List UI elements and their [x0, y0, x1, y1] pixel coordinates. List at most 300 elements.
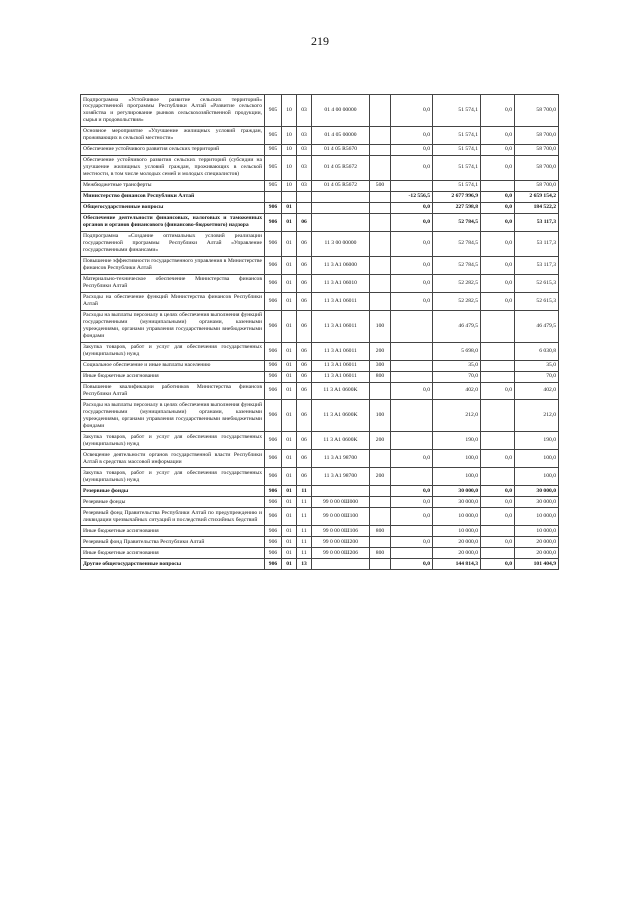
row-expense-type: 300: [370, 360, 391, 371]
row-subsection-code: 06: [297, 400, 312, 432]
table-row: [81, 400, 559, 432]
row-value-amount-next: 100,0: [515, 468, 559, 486]
row-target-article: 11 3 A1 0600K: [312, 382, 370, 400]
row-value-change-next: [481, 180, 515, 191]
row-department-code: 906: [265, 400, 282, 432]
row-value-amount-next: 58 700,0: [515, 144, 559, 155]
row-description: Иные бюджетные ассигнования: [81, 526, 265, 537]
row-subsection-code: 06: [297, 432, 312, 450]
row-section-code: 01: [282, 382, 297, 400]
table-row: [81, 360, 559, 371]
row-target-article: 01 4 00 00000: [312, 95, 370, 127]
row-target-article: 11 3 A1 06011: [312, 292, 370, 310]
row-value-change-next: 0,0: [481, 126, 515, 144]
row-value-change: 0,0: [391, 202, 433, 213]
row-description: Иные бюджетные ассигнования: [81, 548, 265, 559]
row-expense-type: 100: [370, 310, 391, 342]
row-value-amount: 52 784,5: [433, 213, 481, 231]
row-subsection-code: 11: [297, 548, 312, 559]
row-department-code: 906: [265, 213, 282, 231]
row-subsection-code: 03: [297, 180, 312, 191]
row-value-amount: 2 677 996,9: [433, 191, 481, 202]
row-target-article: 11 3 A1 06011: [312, 360, 370, 371]
budget-table: [80, 94, 559, 570]
row-value-amount-next: 53 117,3: [515, 213, 559, 231]
table-row: [81, 191, 559, 202]
row-value-amount: 20 000,0: [433, 537, 481, 548]
row-value-amount: 52 784,5: [433, 231, 481, 256]
row-value-amount: 52 784,5: [433, 256, 481, 274]
row-value-change-next: 0,0: [481, 559, 515, 570]
row-value-change-next: 0,0: [481, 95, 515, 127]
row-value-amount: 30 000,0: [433, 486, 481, 497]
table-row: [81, 95, 559, 127]
row-target-article: 01 4 05 R5670: [312, 144, 370, 155]
row-department-code: 906: [265, 486, 282, 497]
row-expense-type: [370, 559, 391, 570]
row-expense-type: [370, 537, 391, 548]
row-description: Иные бюджетные ассигнования: [81, 371, 265, 382]
row-department-code: 905: [265, 180, 282, 191]
row-value-amount-next: 20 000,0: [515, 548, 559, 559]
row-subsection-code: 13: [297, 559, 312, 570]
row-value-amount: 46 479,5: [433, 310, 481, 342]
row-value-amount-next: 100,0: [515, 450, 559, 468]
row-expense-type: 200: [370, 342, 391, 360]
row-value-amount-next: 70,0: [515, 371, 559, 382]
row-expense-type: [370, 382, 391, 400]
row-subsection-code: 06: [297, 231, 312, 256]
row-expense-type: [370, 191, 391, 202]
row-subsection-code: 06: [297, 342, 312, 360]
row-expense-type: 800: [370, 371, 391, 382]
row-value-change: 0,0: [391, 450, 433, 468]
row-value-change: 0,0: [391, 497, 433, 508]
row-department-code: 906: [265, 292, 282, 310]
row-value-change: 0,0: [391, 274, 433, 292]
row-value-amount-next: 58 700,0: [515, 126, 559, 144]
page-number: 219: [311, 34, 329, 48]
table-row: [81, 292, 559, 310]
row-section-code: 01: [282, 432, 297, 450]
row-value-amount-next: 2 659 154,2: [515, 191, 559, 202]
row-target-article: 01 4 05 R5672: [312, 180, 370, 191]
row-section-code: 01: [282, 508, 297, 526]
row-value-amount-next: 30 000,0: [515, 497, 559, 508]
row-department-code: 906: [265, 497, 282, 508]
row-value-change-next: 0,0: [481, 537, 515, 548]
row-value-amount: 100,0: [433, 450, 481, 468]
row-value-change: [391, 180, 433, 191]
row-section-code: 01: [282, 231, 297, 256]
row-description: Министерство финансов Республики Алтай: [81, 191, 265, 202]
row-description: Обеспечение устойчивого развития сельских территорий: [81, 144, 265, 155]
row-department-code: 906: [265, 274, 282, 292]
row-value-amount: 144 814,3: [433, 559, 481, 570]
row-department-code: 906: [265, 432, 282, 450]
row-value-amount-next: 184 522,2: [515, 202, 559, 213]
row-value-change-next: [481, 371, 515, 382]
row-department-code: 906: [265, 231, 282, 256]
row-value-change: [391, 526, 433, 537]
row-expense-type: [370, 497, 391, 508]
row-value-amount-next: 52 615,3: [515, 274, 559, 292]
table-row: [81, 497, 559, 508]
row-description: Расходы на обеспечение функций Министерства финансов Республики Алтай: [81, 292, 265, 310]
row-section-code: 10: [282, 126, 297, 144]
row-expense-type: [370, 256, 391, 274]
row-value-change: [391, 548, 433, 559]
table-row: [81, 548, 559, 559]
row-department-code: 906: [265, 537, 282, 548]
row-value-amount-next: 10 000,0: [515, 508, 559, 526]
row-value-change: 0,0: [391, 486, 433, 497]
row-section-code: 01: [282, 537, 297, 548]
row-value-amount: 5 698,0: [433, 342, 481, 360]
table-row: [81, 526, 559, 537]
row-department-code: 906: [265, 342, 282, 360]
row-value-amount: 100,0: [433, 468, 481, 486]
row-section-code: 01: [282, 497, 297, 508]
table-row: [81, 126, 559, 144]
row-expense-type: [370, 95, 391, 127]
row-subsection-code: 03: [297, 126, 312, 144]
row-target-article: 11 3 A1 06011: [312, 371, 370, 382]
row-target-article: 01 4 05 00000: [312, 126, 370, 144]
row-target-article: [312, 486, 370, 497]
row-value-amount: 212,0: [433, 400, 481, 432]
row-expense-type: 800: [370, 526, 391, 537]
row-value-amount-next: 212,0: [515, 400, 559, 432]
row-target-article: 01 4 05 R5672: [312, 155, 370, 180]
table-row: [81, 371, 559, 382]
row-department-code: 906: [265, 559, 282, 570]
table-row: [81, 559, 559, 570]
row-value-change: 0,0: [391, 382, 433, 400]
row-value-amount: 52 282,5: [433, 292, 481, 310]
row-subsection-code: 06: [297, 274, 312, 292]
row-value-change-next: 0,0: [481, 191, 515, 202]
row-expense-type: [370, 144, 391, 155]
row-value-change: [391, 342, 433, 360]
row-description: Обеспечение устойчивого развития сельских территорий (субсидии на улучшение жилищных условий граждан, проживающих в сельской местности, в том числе молодых семей и молодых специалистов): [81, 155, 265, 180]
row-value-amount-next: 6 030,8: [515, 342, 559, 360]
row-description: Подпрограмма «Создание оптимальных условий реализации государственной программы Республики Алтай «Управление государственными финансами»: [81, 231, 265, 256]
row-department-code: 905: [265, 144, 282, 155]
row-value-amount: 20 000,0: [433, 548, 481, 559]
row-value-change-next: 0,0: [481, 274, 515, 292]
row-section-code: [282, 191, 297, 202]
row-description: Межбюджетные трансферты: [81, 180, 265, 191]
row-subsection-code: [297, 191, 312, 202]
row-department-code: 905: [265, 126, 282, 144]
row-expense-type: [370, 486, 391, 497]
row-value-change-next: [481, 310, 515, 342]
row-target-article: 11 3 A1 06011: [312, 310, 370, 342]
row-section-code: 01: [282, 310, 297, 342]
row-expense-type: [370, 126, 391, 144]
row-value-amount: 30 000,0: [433, 497, 481, 508]
row-target-article: [312, 213, 370, 231]
row-description: Расходы на выплаты персоналу в целях обеспечения выполнения функций государственными (муниципальными) органами, казенными учреждениями, органами управления государственными внебюджетными фондами: [81, 310, 265, 342]
row-value-amount: 70,0: [433, 371, 481, 382]
row-value-change-next: [481, 432, 515, 450]
row-description: Расходы на выплаты персоналу в целях обеспечения выполнения функций государственными (муниципальными) органами, казенными учреждениями, органами управления государственными внебюджетными фондами: [81, 400, 265, 432]
row-subsection-code: 03: [297, 144, 312, 155]
row-description: Закупка товаров, работ и услуг для обеспечения государственных (муниципальных) нужд: [81, 432, 265, 450]
row-expense-type: 500: [370, 180, 391, 191]
row-value-amount-next: 53 117,3: [515, 256, 559, 274]
row-target-article: 11 3 00 00000: [312, 231, 370, 256]
row-target-article: 11 3 A1 98700: [312, 450, 370, 468]
row-department-code: 906: [265, 371, 282, 382]
row-subsection-code: 06: [297, 382, 312, 400]
row-target-article: 11 3 A1 06000: [312, 256, 370, 274]
row-value-change-next: [481, 548, 515, 559]
row-description: Общегосударственные вопросы: [81, 202, 265, 213]
row-description: Подпрограмма «Устойчивое развитие сельских территорий» государственной программы Республики Алтай «Развитие сельского хозяйства и регулирование рынков сельскохозяйственной продукции, сырья и продовольствия»: [81, 95, 265, 127]
row-subsection-code: 06: [297, 292, 312, 310]
table-row: [81, 310, 559, 342]
row-target-article: 99 0 00 0Ш106: [312, 526, 370, 537]
row-value-change-next: 0,0: [481, 508, 515, 526]
row-description: Закупка товаров, работ и услуг для обеспечения государственных (муниципальных) нужд: [81, 468, 265, 486]
row-section-code: 01: [282, 274, 297, 292]
row-department-code: 906: [265, 382, 282, 400]
row-value-change-next: [481, 468, 515, 486]
table-row: [81, 202, 559, 213]
table-row: [81, 486, 559, 497]
row-subsection-code: 11: [297, 497, 312, 508]
row-department-code: 906: [265, 310, 282, 342]
row-section-code: 01: [282, 213, 297, 231]
row-value-change-next: [481, 526, 515, 537]
table-row: [81, 256, 559, 274]
row-value-amount-next: 52 615,3: [515, 292, 559, 310]
row-value-change: [391, 310, 433, 342]
row-value-change-next: 0,0: [481, 144, 515, 155]
table-row: [81, 155, 559, 180]
row-section-code: 01: [282, 292, 297, 310]
row-subsection-code: 06: [297, 310, 312, 342]
row-target-article: 11 3 A1 06011: [312, 342, 370, 360]
row-value-change: 0,0: [391, 95, 433, 127]
row-value-change-next: 0,0: [481, 202, 515, 213]
row-value-amount-next: 46 479,5: [515, 310, 559, 342]
row-value-amount-next: 190,0: [515, 432, 559, 450]
row-department-code: [265, 191, 282, 202]
row-description: Другие общегосударственные вопросы: [81, 559, 265, 570]
row-value-amount-next: 101 404,9: [515, 559, 559, 570]
table-row: [81, 180, 559, 191]
row-description: Обеспечение деятельности финансовых, налоговых и таможенных органов и органов финансового (финансово-бюджетного) надзора: [81, 213, 265, 231]
row-target-article: 11 3 A1 0600K: [312, 400, 370, 432]
row-section-code: 01: [282, 256, 297, 274]
row-value-change-next: 0,0: [481, 292, 515, 310]
row-value-change: 0,0: [391, 144, 433, 155]
row-subsection-code: 06: [297, 256, 312, 274]
row-subsection-code: 03: [297, 95, 312, 127]
row-value-change: -12 556,5: [391, 191, 433, 202]
row-value-amount: 51 574,1: [433, 180, 481, 191]
row-expense-type: [370, 231, 391, 256]
row-section-code: 01: [282, 342, 297, 360]
row-value-amount: 10 000,0: [433, 508, 481, 526]
row-subsection-code: 06: [297, 450, 312, 468]
row-value-amount-next: 10 000,0: [515, 526, 559, 537]
row-section-code: 10: [282, 144, 297, 155]
row-value-amount-next: 30 000,0: [515, 486, 559, 497]
row-expense-type: 800: [370, 548, 391, 559]
row-value-amount-next: 58 700,0: [515, 155, 559, 180]
row-description: Резервный фонд Правительства Республики Алтай по предупреждению и ликвидации чрезвычайных ситуаций и последствий стихийных бедствий: [81, 508, 265, 526]
row-value-amount: 51 574,1: [433, 155, 481, 180]
row-subsection-code: 11: [297, 508, 312, 526]
table-row: [81, 144, 559, 155]
row-expense-type: 200: [370, 468, 391, 486]
row-target-article: 11 3 A1 0600K: [312, 432, 370, 450]
row-subsection-code: 11: [297, 537, 312, 548]
row-value-change-next: 0,0: [481, 213, 515, 231]
row-description: Освещение деятельности органов государственной власти Республики Алтай в средствах массовой информации: [81, 450, 265, 468]
row-section-code: 01: [282, 559, 297, 570]
row-section-code: 01: [282, 468, 297, 486]
row-department-code: 906: [265, 526, 282, 537]
row-target-article: 99 0 00 0Ш100: [312, 508, 370, 526]
row-department-code: 906: [265, 450, 282, 468]
table-row: [81, 382, 559, 400]
row-value-amount: 51 574,1: [433, 144, 481, 155]
row-description: Резервные фонды: [81, 486, 265, 497]
table-row: [81, 468, 559, 486]
table-row: [81, 450, 559, 468]
row-description: Резервные фонды: [81, 497, 265, 508]
row-value-amount: 190,0: [433, 432, 481, 450]
row-target-article: 99 0 00 0Ш206: [312, 548, 370, 559]
row-value-change: [391, 468, 433, 486]
row-value-change-next: [481, 342, 515, 360]
row-description: Материально-техническое обеспечение Министерства финансов Республики Алтай: [81, 274, 265, 292]
row-value-amount: 51 574,1: [433, 126, 481, 144]
row-value-amount-next: 58 700,0: [515, 180, 559, 191]
row-value-amount: 227 598,8: [433, 202, 481, 213]
row-subsection-code: 11: [297, 526, 312, 537]
row-value-amount-next: 35,0: [515, 360, 559, 371]
row-value-change-next: 0,0: [481, 497, 515, 508]
row-department-code: 906: [265, 360, 282, 371]
row-target-article: 11 3 A1 98700: [312, 468, 370, 486]
row-value-amount-next: 402,0: [515, 382, 559, 400]
row-value-change-next: 0,0: [481, 256, 515, 274]
row-description: Повышение квалификации работников Министерства финансов Республики Алтай: [81, 382, 265, 400]
row-section-code: 10: [282, 180, 297, 191]
row-target-article: [312, 559, 370, 570]
table-row: [81, 537, 559, 548]
row-value-change-next: [481, 360, 515, 371]
row-section-code: 01: [282, 371, 297, 382]
row-value-amount: 35,0: [433, 360, 481, 371]
row-description: Социальное обеспечение и иные выплаты населению: [81, 360, 265, 371]
row-target-article: [312, 191, 370, 202]
row-department-code: 906: [265, 256, 282, 274]
row-description: Основное мероприятие «Улучшение жилищных условий граждан, проживающих в сельской местности»: [81, 126, 265, 144]
row-subsection-code: 06: [297, 360, 312, 371]
row-value-change: [391, 400, 433, 432]
row-section-code: 01: [282, 360, 297, 371]
table-row: [81, 508, 559, 526]
row-description: Резервный фонд Правительства Республики Алтай: [81, 537, 265, 548]
row-value-change-next: 0,0: [481, 155, 515, 180]
row-value-change: 0,0: [391, 537, 433, 548]
row-value-change-next: [481, 400, 515, 432]
row-value-change-next: 0,0: [481, 382, 515, 400]
table-row: [81, 231, 559, 256]
row-value-amount: 402,0: [433, 382, 481, 400]
row-section-code: 01: [282, 526, 297, 537]
row-section-code: 01: [282, 548, 297, 559]
row-value-change: 0,0: [391, 256, 433, 274]
row-description: Закупка товаров, работ и услуг для обеспечения государственных (муниципальных) нужд: [81, 342, 265, 360]
row-value-change-next: 0,0: [481, 486, 515, 497]
table-row: [81, 432, 559, 450]
row-expense-type: [370, 213, 391, 231]
row-value-amount: 51 574,1: [433, 95, 481, 127]
row-subsection-code: 06: [297, 371, 312, 382]
row-subsection-code: 11: [297, 486, 312, 497]
row-target-article: 11 3 A1 06010: [312, 274, 370, 292]
row-value-change: [391, 360, 433, 371]
row-section-code: 01: [282, 202, 297, 213]
row-value-amount-next: 58 700,0: [515, 95, 559, 127]
row-value-change: 0,0: [391, 559, 433, 570]
row-department-code: 906: [265, 202, 282, 213]
row-target-article: 99 0 00 0Ш200: [312, 537, 370, 548]
row-expense-type: [370, 450, 391, 468]
row-department-code: 906: [265, 468, 282, 486]
row-value-amount-next: 20 000,0: [515, 537, 559, 548]
row-department-code: 905: [265, 155, 282, 180]
row-value-change-next: 0,0: [481, 231, 515, 256]
row-subsection-code: 06: [297, 468, 312, 486]
row-section-code: 01: [282, 486, 297, 497]
row-description: Повышение эффективности государственного управления в Министерстве финансов Республики Алтай: [81, 256, 265, 274]
row-expense-type: [370, 508, 391, 526]
row-expense-type: 200: [370, 432, 391, 450]
row-value-change-next: 0,0: [481, 450, 515, 468]
table-row: [81, 274, 559, 292]
row-value-change: 0,0: [391, 508, 433, 526]
row-expense-type: [370, 155, 391, 180]
row-target-article: [312, 202, 370, 213]
table-row: [81, 213, 559, 231]
row-section-code: 10: [282, 155, 297, 180]
row-value-change: [391, 371, 433, 382]
row-target-article: 99 0 00 0Ш000: [312, 497, 370, 508]
row-section-code: 10: [282, 95, 297, 127]
row-expense-type: 100: [370, 400, 391, 432]
row-value-amount-next: 53 117,3: [515, 231, 559, 256]
row-value-change: 0,0: [391, 126, 433, 144]
row-value-amount: 52 282,5: [433, 274, 481, 292]
row-expense-type: [370, 292, 391, 310]
table-row: [81, 342, 559, 360]
row-department-code: 906: [265, 508, 282, 526]
row-value-change: 0,0: [391, 213, 433, 231]
row-value-change: 0,0: [391, 231, 433, 256]
budget-table-body: [81, 95, 559, 570]
row-section-code: 01: [282, 450, 297, 468]
row-department-code: 906: [265, 548, 282, 559]
